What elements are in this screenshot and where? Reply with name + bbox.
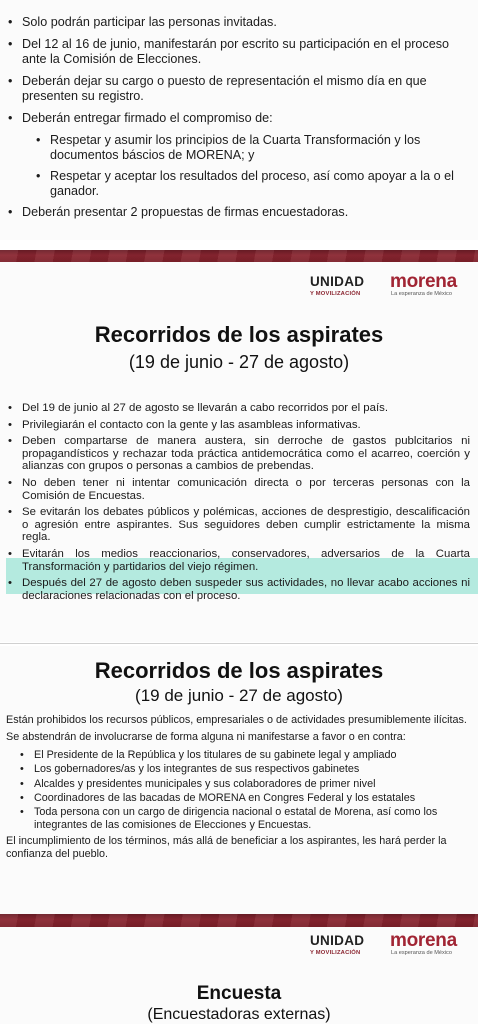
paragraph: Se abstendrán de involucrarse de forma alguna ni manifestarse a favor o en contra: <box>6 731 406 744</box>
list-item: • Privilegiarán el contacto con la gente y las asambleas informativas. <box>0 419 470 432</box>
list-item: • Los gobernadores/as y los integrantes de sus respectivos gabinetes <box>6 763 468 775</box>
list-item: • Deberán presentar 2 propuestas de firmas encuestadoras. <box>0 205 468 220</box>
slide-subtitle: (Encuestadoras externas) <box>147 1006 331 1023</box>
slide-title: Recorridos de los aspirates <box>94 322 384 347</box>
list-item: • Se evitarán los debates públicos y polémicas, acciones de desprestigio, descalificación o agresión entre aspirantes. Sus seguidores deben cumplir estrictamente la misma regla. <box>0 506 470 544</box>
list-item: • Deberán dejar su cargo o puesto de representación el mismo día en que presenten su registro. <box>0 74 468 104</box>
list-item: • El Presidente de la República y los titulares de su gabinete legal y ampliado <box>6 749 468 761</box>
logo-tagline: La esperanza de México <box>391 291 452 297</box>
list-item: • Deben compartarse de manera austera, sin derroche de gastos publcitarios ni propagandísticos y rechazar toda práctica antidemocrática como el acarreo, coerción y alianzas con grupos o personas a cambios de prebendas. <box>0 435 470 473</box>
list-item: • Solo podrán participar las personas invitadas. <box>0 15 468 30</box>
brand-logo <box>310 930 470 963</box>
logo-tagline: La esperanza de México <box>391 950 452 956</box>
list-item: • Coordinadores de las bacadas de MORENA en Congres Federal y los estatales <box>6 792 468 804</box>
logo-unidad-text: UNIDAD <box>310 274 365 289</box>
slide-title: Encuesta <box>196 983 282 1004</box>
logo-morena-text: morena <box>390 271 457 292</box>
paragraph: Están prohibidos los recursos públicos, empresariales o de actividades presumiblemente ilícitas. <box>6 714 467 726</box>
sub-list-item: • Respetar y asumir los principios de la Cuarta Transformación y los documentos báscios de MORENA; y <box>0 133 468 163</box>
paragraph: El incumplimiento de los términos, más allá de beneficiar a los aspirantes, les hará perder la confianza del pueblo. <box>6 835 447 860</box>
list-item: • Deberán entregar firmado el compromiso de: <box>0 111 468 126</box>
divider <box>0 643 478 644</box>
slide-tours <box>0 262 478 642</box>
slide-tours-restrictions <box>0 646 478 914</box>
slide-survey <box>0 927 478 1024</box>
restrictions-text <box>6 714 468 865</box>
logo-movilizacion-text: Y MOVILIZACIÓN <box>310 291 361 297</box>
logo-morena-text: morena <box>390 930 457 951</box>
restricted-persons-list <box>6 749 468 831</box>
list-item: • Alcaldes y presidentes municipales y sus colaboradores de primer nivel <box>6 778 468 790</box>
slide-subtitle: (19 de junio - 27 de agosto) <box>135 686 343 705</box>
list-item: • No deben tener ni intentar comunicación directa o por terceras personas con la Comisión de Encuestas. <box>0 477 470 502</box>
red-band-divider <box>0 914 478 927</box>
logo-unidad-text: UNIDAD <box>310 933 365 948</box>
list-item: • Después del 27 de agosto deben suspeder sus actividades, no llevar acabo acciones ni declaraciones relacionadas con el proceso. <box>0 577 470 602</box>
slide-title: Recorridos de los aspirates <box>94 658 384 683</box>
slide-subtitle: (19 de junio - 27 de agosto) <box>128 352 350 372</box>
brand-logo <box>310 271 470 304</box>
list-item: • Toda persona con un cargo de dirigencia nacional o estatal de Morena, así como los integrantes de las comisiones de Elecciones y Encuestas. <box>6 806 468 831</box>
list-item: • Del 12 al 16 de junio, manifestarán por escrito su participación en el proceso ante la Comisión de Elecciones. <box>0 37 468 67</box>
logo-movilizacion-text: Y MOVILIZACIÓN <box>310 950 361 956</box>
highlighted-list-item: • Evitarán los medios reaccionarios, conservadores, adversarios de la Cuarta Transformación y partidarios del viejo régimen. <box>0 548 470 573</box>
sub-list-item: • Respetar y aceptar los resultados del proceso, así como apoyar a la o el ganador. <box>0 169 468 199</box>
requirements-list <box>0 0 478 220</box>
list-item: • Del 19 de junio al 27 de agosto se llevarán a cabo recorridos por el país. <box>0 402 470 415</box>
tours-rules-list <box>0 402 470 606</box>
slide-requirements <box>0 0 478 240</box>
